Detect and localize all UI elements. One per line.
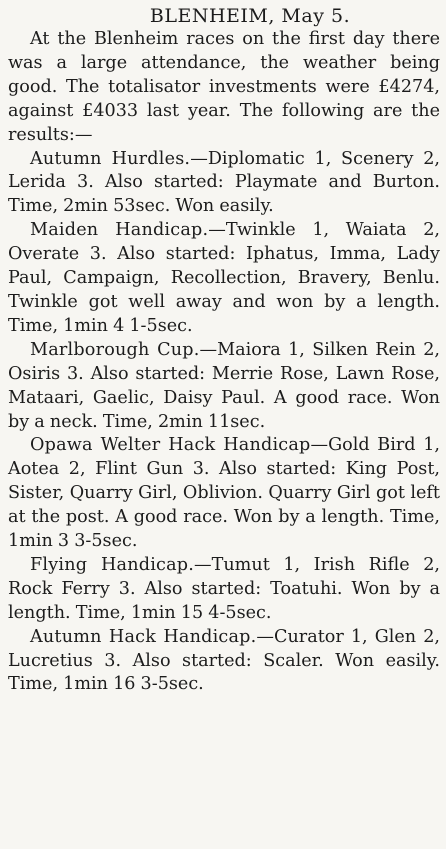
- race-text: —Curator 1, Glen 2, Lucretius 3. Also started: Scaler. Won easily. Time, 1min 16 3-5sec.: [8, 626, 440, 695]
- race-text: —Tumut 1, Irish Rifle 2, Rock Ferry 3. Also started: Toatuhi. Won by a length. Time, 1min 15 4-5sec.: [8, 554, 440, 623]
- race-text: —Diplomatic 1, Scenery 2, Lerida 3. Also started: Playmate and Burton. Time, 2min 53sec. Won easily.: [8, 148, 440, 217]
- race-text: —Gold Bird 1, Aotea 2, Flint Gun 3. Also started: King Post, Sister, Quarry Girl, Oblivion. Quarry Girl got left at the post. A good race. Won by a length. Time, 1min 3 3-5sec.: [8, 435, 440, 552]
- race-result-autumn-hack-handicap: [8, 626, 440, 698]
- race-title: Maiden Handicap.: [30, 220, 209, 241]
- race-result-flying-handicap: [8, 554, 440, 626]
- race-title: Marlborough Cup.: [30, 339, 200, 360]
- race-result-autumn-hurdles: [8, 148, 440, 220]
- race-title: Autumn Hurdles.: [30, 148, 191, 169]
- race-title: Flying Handicap.: [30, 554, 195, 575]
- dateline: BLENHEIM, May 5.: [149, 5, 351, 27]
- race-text: —Maiora 1, Silken Rein 2, Osiris 3. Also started: Merrie Rose, Lawn Rose, Mataari, Gaelic, Daisy Paul. A good race. Won by a neck. Time, 2min 11sec.: [8, 339, 440, 432]
- race-result-opawa-welter-hack-handicap: [8, 434, 440, 554]
- race-text: —Twinkle 1, Waiata 2, Overate 3. Also started: Iphatus, Imma, Lady Paul, Campaign, Recollection, Bravery, Benlu. Twinkle got well away and won by a length. Time, 1min 4 1-5sec.: [8, 220, 440, 336]
- intro-paragraph: [8, 28, 440, 148]
- race-result-marlborough-cup: [8, 339, 440, 435]
- intro-text: At the Blenheim races on the first day there was a large attendance, the weather being good. The totalisator investments were £4274, against £4033 last year. The following are the results:—: [8, 29, 440, 145]
- race-result-maiden-handicap: [8, 219, 440, 339]
- race-title: Autumn Hack Handicap.: [30, 626, 257, 647]
- race-title: Opawa Welter Hack Handicap: [30, 435, 311, 456]
